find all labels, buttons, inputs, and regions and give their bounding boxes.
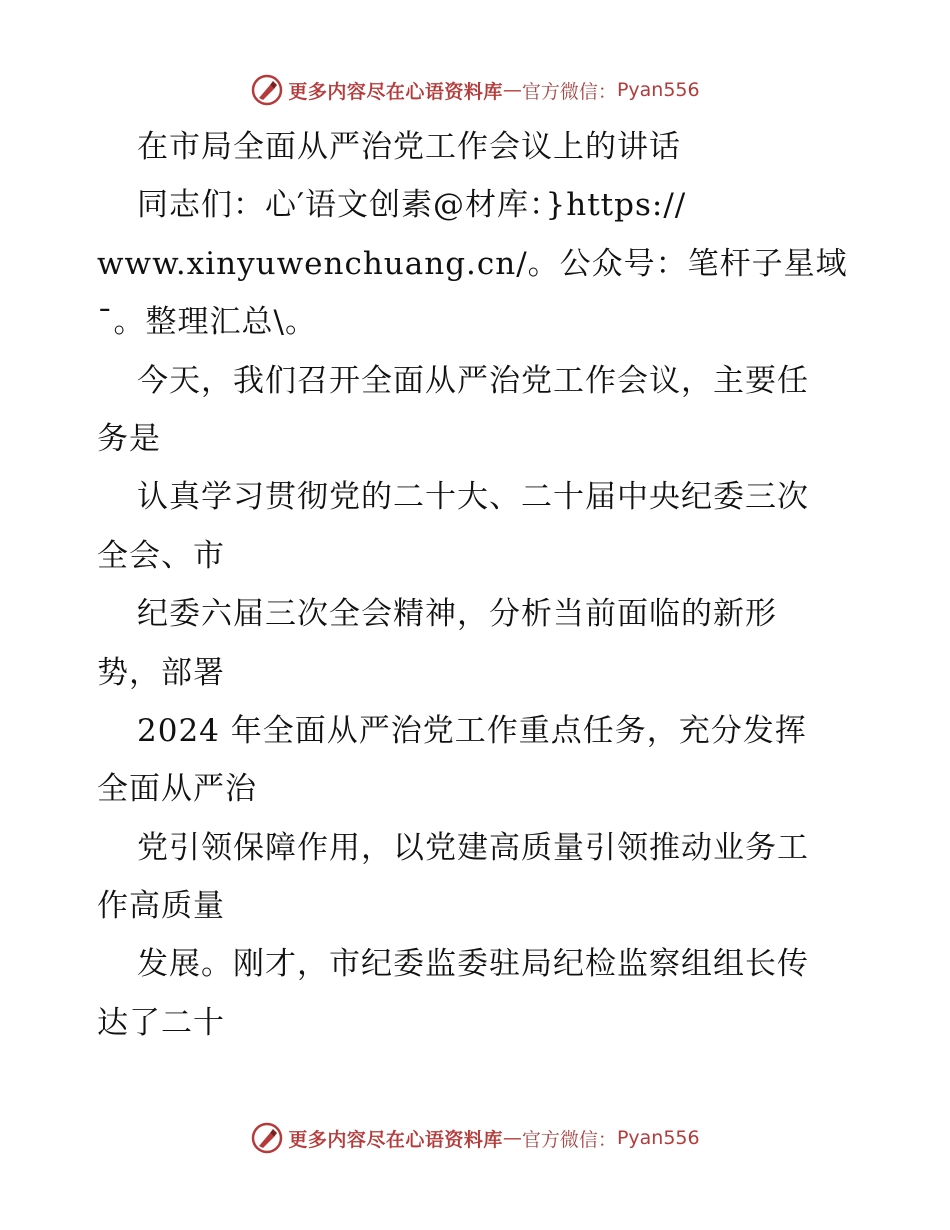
text-line: 同志们：心′语文创素@材库：}https:// bbox=[137, 187, 687, 224]
footer-watermark bbox=[0, 1118, 950, 1158]
text-line: 发展。刚才，市纪委监委驻局纪检监察组组长传 bbox=[137, 946, 809, 983]
text-line: ¯。整理汇总\。 bbox=[97, 304, 317, 341]
watermark-wechat-id: Pyan556 bbox=[616, 79, 700, 101]
text-line: 作高质量 bbox=[97, 888, 225, 925]
text-line: 2024 年全面从严治党工作重点任务，充分发挥 bbox=[137, 712, 807, 749]
pen-logo-icon bbox=[250, 73, 284, 107]
watermark-official-label: 官方微信： bbox=[521, 80, 617, 103]
watermark-wechat-id: Pyan556 bbox=[616, 1127, 700, 1149]
header-watermark bbox=[0, 70, 950, 110]
watermark-site-text: 更多内容尽在心语资料库 bbox=[288, 1128, 503, 1151]
text-line: 认真学习贯彻党的二十大、二十届中央纪委三次 bbox=[137, 479, 809, 516]
text-line: www.xinyuwenchuang.cn/。公众号：笔杆子星域 bbox=[97, 245, 848, 282]
text-line: 全面从严治 bbox=[97, 771, 257, 808]
text-line: 全会、市 bbox=[97, 537, 225, 574]
text-line: 党引领保障作用，以党建高质量引领推动业务工 bbox=[137, 829, 809, 866]
text-line: 纪委六届三次全会精神，分析当前面临的新形 bbox=[137, 596, 777, 633]
watermark-site-text: 更多内容尽在心语资料库 bbox=[288, 80, 503, 103]
pen-logo-icon bbox=[250, 1121, 284, 1155]
watermark-dash: — bbox=[502, 79, 522, 101]
text-line: 达了二十 bbox=[97, 1004, 225, 1041]
text-line: 务是 bbox=[97, 420, 161, 457]
text-line: 今天，我们召开全面从严治党工作会议，主要任 bbox=[137, 362, 809, 399]
watermark-dash: — bbox=[502, 1127, 522, 1149]
text-line: 势，部署 bbox=[97, 654, 225, 691]
document-title: 在市局全面从严治党工作会议上的讲话 bbox=[137, 129, 681, 165]
watermark-official-label: 官方微信： bbox=[521, 1128, 617, 1151]
document-body bbox=[97, 118, 857, 1052]
